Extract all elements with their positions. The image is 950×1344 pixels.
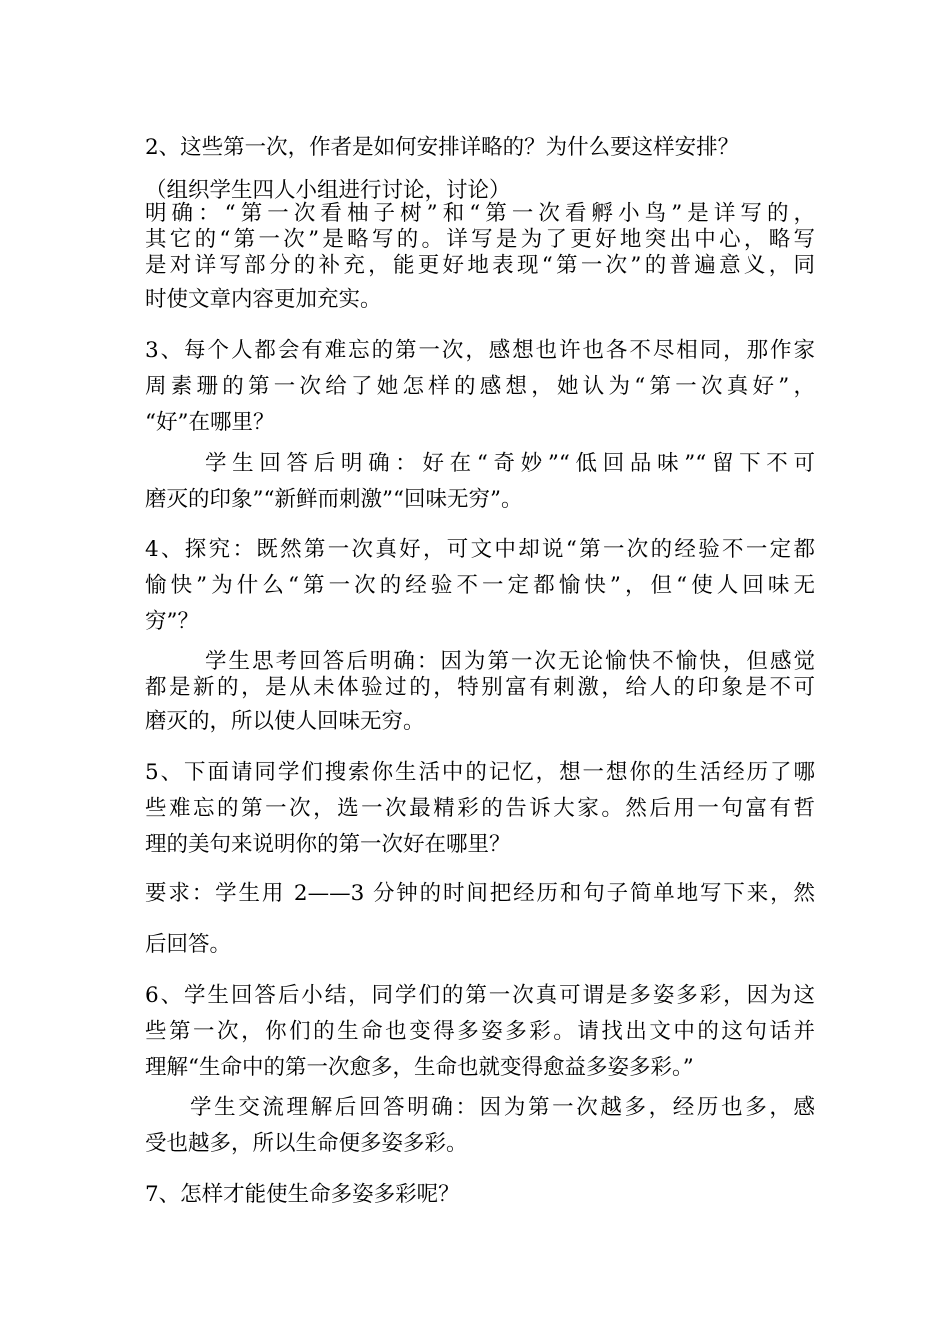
text-line: 其它的“第一次”是略写的。详写是为了更好地突出中心，略写 — [145, 227, 815, 252]
text-line: 后回答。 — [145, 932, 232, 957]
text-line: 理的美句来说明你的第一次好在哪里？ — [145, 832, 511, 857]
text-line: （组织学生四人小组进行讨论，讨论） — [145, 178, 511, 203]
text-line: 学生交流理解后回答明确：因为第一次越多，经历也多，感 — [190, 1095, 815, 1120]
text-line: 要求：学生用 2——3 分钟的时间把经历和句子简单地写下来，然 — [145, 881, 815, 906]
text-line: 明确：“第一次看柚子树”和“第一次看孵小鸟”是详写的， — [145, 201, 815, 226]
text-line: 愉快”为什么“第一次的经验不一定都愉快”，但“使人回味无 — [145, 573, 815, 598]
text-line: 周素珊的第一次给了她怎样的感想，她认为“第一次真好”， — [145, 374, 815, 399]
text-line: “好”在哪里？ — [145, 410, 275, 435]
text-line: 是对详写部分的补充，能更好地表现“第一次”的普遍意义，同 — [145, 253, 815, 278]
text-line: 学生思考回答后明确：因为第一次无论愉快不愉快，但感觉 — [205, 649, 815, 674]
text-line: 4、探究：既然第一次真好，可文中却说“第一次的经验不一定都 — [145, 537, 815, 562]
text-line: 时使文章内容更加充实。 — [145, 287, 382, 312]
text-line: 2、这些第一次，作者是如何安排详略的？为什么要这样安排？ — [145, 135, 740, 160]
text-line: 都是新的，是从未体验过的，特别富有刺激，给人的印象是不可 — [145, 675, 815, 700]
text-line: 磨灭的印象”“新鲜而刺激”“回味无穷”。 — [145, 487, 523, 512]
text-line: 理解“生命中的第一次愈多，生命也就变得愈益多姿多彩。” — [145, 1055, 694, 1080]
text-line: 穷”？ — [145, 609, 199, 634]
text-line: 5、下面请同学们搜索你生活中的记忆，想一想你的生活经历了哪 — [145, 760, 815, 785]
text-line: 些难忘的第一次，选一次最精彩的告诉大家。然后用一句富有哲 — [145, 796, 815, 821]
text-line: 受也越多，所以生命便多姿多彩。 — [145, 1131, 468, 1156]
text-line: 学生回答后明确：好在“奇妙”“低回品味”“留下不可 — [205, 451, 815, 476]
text-line: 磨灭的，所以使人回味无穷。 — [145, 709, 425, 734]
text-line: 些第一次，你们的生命也变得多姿多彩。请找出文中的这句话并 — [145, 1019, 815, 1044]
text-line: 6、学生回答后小结，同学们的第一次真可谓是多姿多彩，因为这 — [145, 983, 815, 1008]
text-line: 7、怎样才能使生命多姿多彩呢？ — [145, 1182, 460, 1207]
text-line: 3、每个人都会有难忘的第一次，感想也许也各不尽相同，那作家 — [145, 338, 815, 363]
